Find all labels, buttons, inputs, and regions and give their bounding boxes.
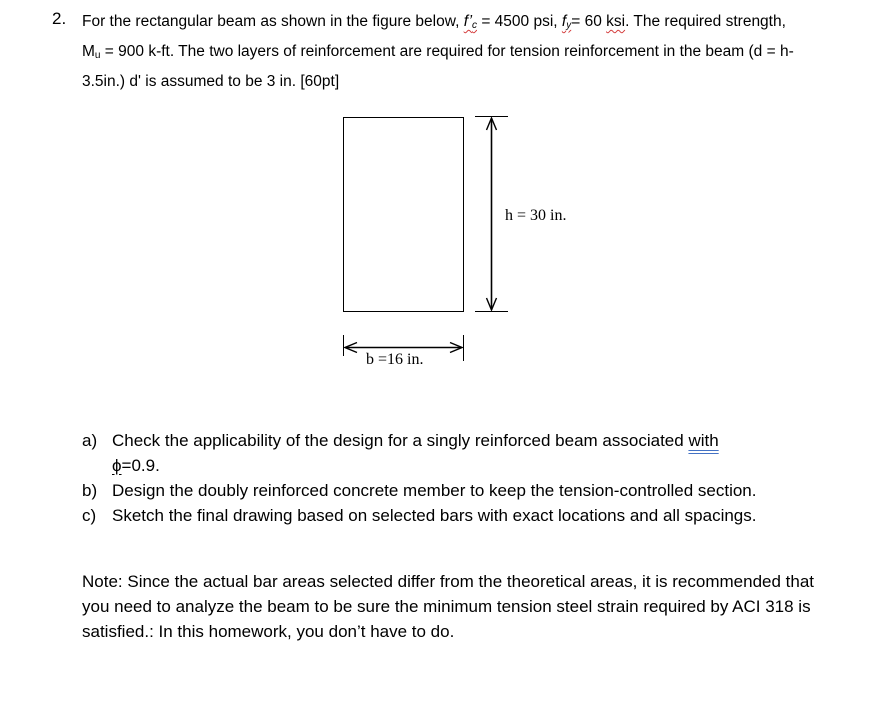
with-word: with [688,431,719,450]
width-label: b =16 in. [366,351,424,368]
intro-text: For the rectangular beam as shown in the figure below, [82,13,464,30]
part-text: Design the doubly reinforced concrete member to keep the tension-controlled section. [112,481,757,500]
phi-symbol: ϕ [112,456,122,475]
height-label: h = 30 in. [505,207,567,224]
question-parts [82,428,822,528]
fy-value: = 60 [571,13,607,30]
list-item [82,503,822,528]
note-paragraph: Note: Since the actual bar areas selected differ from the theoretical areas, it is recommended that you need to analyze the beam to be sure the minimum tension steel strain required by ACI 318 is satisfied.: In this homework, you don’t have to do. [82,572,815,641]
list-item [82,478,822,503]
mu-subscript: u [94,50,101,61]
ksi-unit: ksi [606,13,626,30]
problem-number: 2. [52,9,67,28]
part-letter: c) [82,506,97,525]
mu-text: = 900 k-ft. The two layers of reinforcement are required for tension reinforcement in the beam (d = h-3.5in.) d' is assumed to be 3 in. [60pt] [82,43,794,90]
fc-symbol: $f’_c$ [463,13,478,31]
strength-text: . The required strength, M [82,13,786,60]
list-item [82,428,822,478]
part-letter: a) [82,431,98,450]
part-letter: b) [82,481,98,500]
part-text: Sketch the final drawing based on selected bars with exact locations and all spacings. [112,506,757,525]
fc-value: = 4500 psi, [477,13,562,30]
fy-symbol: $f_y$ [561,13,572,31]
part-text: Check the applicability of the design for a singly reinforced beam associated with ϕ=0.9. [112,431,719,475]
beam-cross-section [344,118,464,312]
